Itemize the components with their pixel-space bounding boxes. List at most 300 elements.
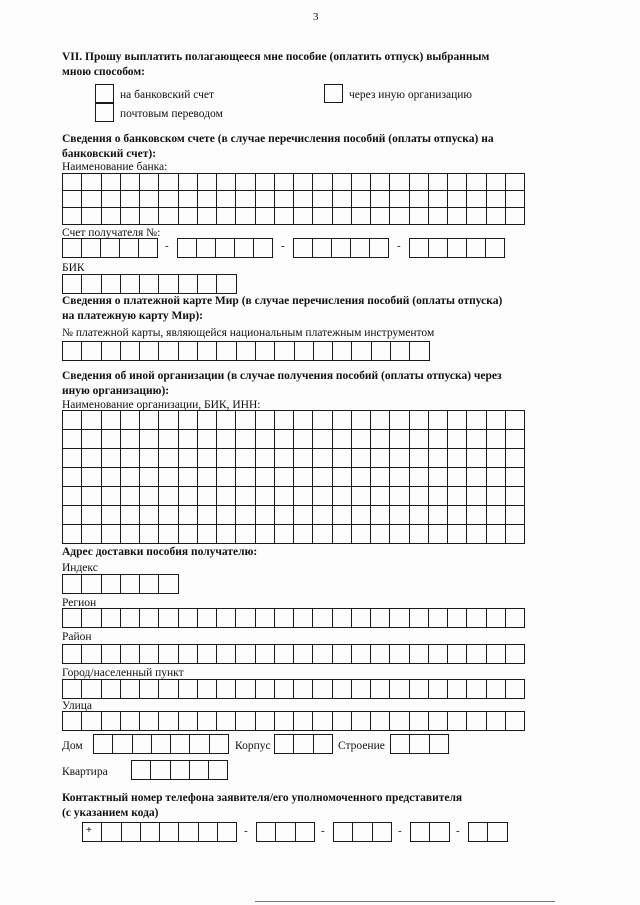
input-cell[interactable] <box>198 525 217 544</box>
input-cell[interactable] <box>82 575 101 594</box>
house-grid[interactable] <box>93 734 229 754</box>
input-cell[interactable] <box>63 275 82 294</box>
input-cell[interactable] <box>159 342 178 361</box>
input-cell[interactable] <box>218 823 237 842</box>
input-cell[interactable] <box>487 506 506 525</box>
input-cell[interactable] <box>236 468 255 487</box>
input-cell[interactable] <box>102 487 121 506</box>
input-cell[interactable] <box>198 430 217 449</box>
input-cell[interactable] <box>63 342 82 361</box>
input-cell[interactable] <box>275 449 294 468</box>
input-cell[interactable] <box>140 645 159 664</box>
input-cell[interactable] <box>82 609 101 628</box>
input-cell[interactable] <box>275 487 294 506</box>
input-cell[interactable] <box>371 645 390 664</box>
input-cell[interactable] <box>333 609 352 628</box>
input-cell[interactable] <box>132 761 151 780</box>
input-cell[interactable] <box>506 468 525 487</box>
input-cell[interactable] <box>371 174 390 191</box>
input-cell[interactable] <box>371 525 390 544</box>
input-cell[interactable] <box>82 239 101 258</box>
input-cell[interactable] <box>140 506 159 525</box>
input-cell[interactable] <box>217 208 236 225</box>
input-cell[interactable] <box>121 208 140 225</box>
input-cell[interactable] <box>140 174 159 191</box>
input-cell[interactable] <box>197 239 216 258</box>
input-cell[interactable] <box>390 191 409 208</box>
input-cell[interactable] <box>448 487 467 506</box>
input-cell[interactable] <box>429 239 448 258</box>
input-cell[interactable] <box>179 342 198 361</box>
input-cell[interactable] <box>448 239 467 258</box>
input-cell[interactable] <box>179 430 198 449</box>
input-cell[interactable] <box>199 823 218 842</box>
input-cell[interactable] <box>410 506 429 525</box>
input-cell[interactable] <box>506 680 525 699</box>
input-cell[interactable] <box>140 449 159 468</box>
input-cell[interactable] <box>159 525 178 544</box>
input-cell[interactable] <box>352 609 371 628</box>
card-number-grid[interactable] <box>62 341 430 361</box>
org-name-grid[interactable] <box>62 410 525 544</box>
input-cell[interactable] <box>102 449 121 468</box>
input-cell[interactable] <box>275 645 294 664</box>
input-cell[interactable] <box>390 468 409 487</box>
input-cell[interactable] <box>506 525 525 544</box>
input-cell[interactable] <box>333 487 352 506</box>
input-cell[interactable] <box>217 712 236 731</box>
input-cell[interactable] <box>371 411 390 430</box>
input-cell[interactable] <box>179 506 198 525</box>
input-cell[interactable] <box>351 239 370 258</box>
input-cell[interactable] <box>294 449 313 468</box>
input-cell[interactable] <box>333 411 352 430</box>
input-cell[interactable] <box>371 430 390 449</box>
input-cell[interactable] <box>152 735 171 754</box>
input-cell[interactable] <box>391 735 410 754</box>
input-cell[interactable] <box>102 506 121 525</box>
input-cell[interactable] <box>102 342 121 361</box>
input-cell[interactable] <box>236 411 255 430</box>
input-cell[interactable] <box>429 430 448 449</box>
input-cell[interactable] <box>275 735 294 754</box>
phone-group-4[interactable] <box>410 822 450 842</box>
input-cell[interactable] <box>256 174 275 191</box>
input-cell[interactable] <box>506 449 525 468</box>
input-cell[interactable] <box>121 712 140 731</box>
input-cell[interactable] <box>256 430 275 449</box>
input-cell[interactable] <box>276 823 295 842</box>
input-cell[interactable] <box>390 712 409 731</box>
input-cell[interactable] <box>390 525 409 544</box>
input-cell[interactable] <box>487 680 506 699</box>
input-cell[interactable] <box>236 208 255 225</box>
input-cell[interactable] <box>236 609 255 628</box>
input-cell[interactable] <box>121 449 140 468</box>
input-cell[interactable] <box>63 430 82 449</box>
input-cell[interactable] <box>371 191 390 208</box>
input-cell[interactable] <box>198 174 217 191</box>
input-cell[interactable] <box>391 342 410 361</box>
input-cell[interactable] <box>82 506 101 525</box>
input-cell[interactable] <box>390 411 409 430</box>
input-cell[interactable] <box>313 208 332 225</box>
input-cell[interactable] <box>63 449 82 468</box>
input-cell[interactable] <box>313 645 332 664</box>
input-cell[interactable] <box>198 712 217 731</box>
input-cell[interactable] <box>140 191 159 208</box>
input-cell[interactable] <box>140 575 159 594</box>
input-cell[interactable] <box>121 609 140 628</box>
input-cell[interactable] <box>487 487 506 506</box>
input-cell[interactable] <box>140 487 159 506</box>
input-cell[interactable] <box>217 411 236 430</box>
input-cell[interactable] <box>390 680 409 699</box>
input-cell[interactable] <box>429 468 448 487</box>
input-cell[interactable] <box>275 174 294 191</box>
input-cell[interactable] <box>217 487 236 506</box>
input-cell[interactable] <box>113 735 132 754</box>
input-cell[interactable] <box>448 506 467 525</box>
input-cell[interactable] <box>198 342 217 361</box>
input-cell[interactable] <box>82 645 101 664</box>
input-cell[interactable] <box>82 191 101 208</box>
input-cell[interactable] <box>63 506 82 525</box>
input-cell[interactable] <box>179 411 198 430</box>
input-cell[interactable] <box>217 680 236 699</box>
input-cell[interactable] <box>467 449 486 468</box>
input-cell[interactable] <box>179 645 198 664</box>
input-cell[interactable] <box>352 411 371 430</box>
input-cell[interactable] <box>467 174 486 191</box>
input-cell[interactable] <box>179 208 198 225</box>
input-cell[interactable] <box>294 468 313 487</box>
account-number-group-1[interactable] <box>62 238 158 258</box>
input-cell[interactable] <box>506 411 525 430</box>
input-cell[interactable] <box>410 468 429 487</box>
input-cell[interactable] <box>486 239 505 258</box>
input-cell[interactable] <box>275 430 294 449</box>
input-cell[interactable] <box>390 645 409 664</box>
input-cell[interactable] <box>256 411 275 430</box>
input-cell[interactable] <box>275 609 294 628</box>
input-cell[interactable] <box>198 208 217 225</box>
input-cell[interactable] <box>429 645 448 664</box>
input-cell[interactable] <box>275 411 294 430</box>
input-cell[interactable] <box>506 487 525 506</box>
input-cell[interactable] <box>121 525 140 544</box>
input-cell[interactable] <box>334 823 353 842</box>
input-cell[interactable] <box>217 506 236 525</box>
input-cell[interactable] <box>448 191 467 208</box>
input-cell[interactable] <box>179 525 198 544</box>
input-cell[interactable] <box>506 609 525 628</box>
input-cell[interactable] <box>390 430 409 449</box>
input-cell[interactable] <box>102 680 121 699</box>
input-cell[interactable] <box>294 191 313 208</box>
input-cell[interactable] <box>313 712 332 731</box>
input-cell[interactable] <box>275 208 294 225</box>
input-cell[interactable] <box>121 575 140 594</box>
input-cell[interactable] <box>352 342 371 361</box>
input-cell[interactable] <box>314 342 333 361</box>
input-cell[interactable] <box>333 449 352 468</box>
index-grid[interactable] <box>62 574 179 594</box>
input-cell[interactable] <box>236 174 255 191</box>
input-cell[interactable] <box>171 761 190 780</box>
input-cell[interactable] <box>352 712 371 731</box>
input-cell[interactable] <box>333 174 352 191</box>
apartment-grid[interactable] <box>131 760 228 780</box>
input-cell[interactable] <box>198 506 217 525</box>
input-cell[interactable] <box>448 680 467 699</box>
input-cell[interactable] <box>101 239 120 258</box>
input-cell[interactable] <box>333 191 352 208</box>
input-cell[interactable] <box>332 239 351 258</box>
input-cell[interactable] <box>63 411 82 430</box>
account-number-group-4[interactable] <box>409 238 505 258</box>
input-cell[interactable] <box>82 342 101 361</box>
input-cell[interactable] <box>448 645 467 664</box>
region-grid[interactable] <box>62 608 525 628</box>
input-cell[interactable] <box>313 191 332 208</box>
input-cell[interactable] <box>140 680 159 699</box>
input-cell[interactable] <box>448 411 467 430</box>
input-cell[interactable] <box>179 712 198 731</box>
input-cell[interactable] <box>102 712 121 731</box>
input-cell[interactable] <box>333 645 352 664</box>
input-cell[interactable] <box>429 506 448 525</box>
input-cell[interactable] <box>429 680 448 699</box>
input-cell[interactable] <box>467 487 486 506</box>
input-cell[interactable] <box>217 645 236 664</box>
input-cell[interactable] <box>102 823 121 842</box>
input-cell[interactable] <box>198 645 217 664</box>
input-cell[interactable] <box>448 449 467 468</box>
input-cell[interactable] <box>121 191 140 208</box>
input-cell[interactable] <box>275 342 294 361</box>
input-cell[interactable] <box>102 275 121 294</box>
input-cell[interactable] <box>372 342 391 361</box>
input-cell[interactable] <box>313 609 332 628</box>
input-cell[interactable] <box>236 430 255 449</box>
input-cell[interactable] <box>410 609 429 628</box>
input-cell[interactable] <box>102 191 121 208</box>
input-cell[interactable] <box>410 735 429 754</box>
input-cell[interactable] <box>82 487 101 506</box>
input-cell[interactable] <box>159 275 178 294</box>
input-cell[interactable] <box>254 239 273 258</box>
input-cell[interactable] <box>448 430 467 449</box>
input-cell[interactable] <box>171 735 190 754</box>
phone-code-grid[interactable] <box>82 822 237 842</box>
input-cell[interactable] <box>159 468 178 487</box>
input-cell[interactable] <box>371 449 390 468</box>
input-cell[interactable] <box>467 506 486 525</box>
input-cell[interactable] <box>487 430 506 449</box>
input-cell[interactable] <box>256 342 275 361</box>
input-cell[interactable] <box>63 525 82 544</box>
input-cell[interactable] <box>352 506 371 525</box>
input-cell[interactable] <box>313 449 332 468</box>
input-cell[interactable] <box>63 487 82 506</box>
input-cell[interactable] <box>121 506 140 525</box>
input-cell[interactable] <box>256 208 275 225</box>
input-cell[interactable] <box>487 468 506 487</box>
input-cell[interactable] <box>120 239 139 258</box>
input-cell[interactable] <box>506 506 525 525</box>
input-cell[interactable] <box>140 712 159 731</box>
input-cell[interactable] <box>198 609 217 628</box>
input-cell[interactable] <box>294 239 313 258</box>
input-cell[interactable] <box>294 609 313 628</box>
input-cell[interactable] <box>190 735 209 754</box>
account-number-group-3[interactable] <box>293 238 389 258</box>
input-cell[interactable] <box>352 525 371 544</box>
input-cell[interactable] <box>410 174 429 191</box>
input-cell[interactable] <box>294 525 313 544</box>
input-cell[interactable] <box>63 609 82 628</box>
input-cell[interactable] <box>373 823 392 842</box>
input-cell[interactable] <box>313 525 332 544</box>
input-cell[interactable] <box>159 191 178 208</box>
input-cell[interactable] <box>217 449 236 468</box>
input-cell[interactable] <box>217 174 236 191</box>
bank-name-grid[interactable] <box>62 173 525 225</box>
input-cell[interactable] <box>275 680 294 699</box>
input-cell[interactable] <box>82 174 101 191</box>
input-cell[interactable] <box>295 342 314 361</box>
input-cell[interactable] <box>275 712 294 731</box>
input-cell[interactable] <box>63 174 82 191</box>
input-cell[interactable] <box>429 525 448 544</box>
building-grid[interactable] <box>390 734 449 754</box>
input-cell[interactable] <box>371 506 390 525</box>
input-cell[interactable] <box>410 525 429 544</box>
input-cell[interactable] <box>313 430 332 449</box>
input-cell[interactable] <box>333 208 352 225</box>
input-cell[interactable] <box>294 208 313 225</box>
bik-grid[interactable] <box>62 274 237 294</box>
input-cell[interactable] <box>82 411 101 430</box>
input-cell[interactable] <box>487 525 506 544</box>
input-cell[interactable] <box>371 712 390 731</box>
input-cell[interactable] <box>179 823 198 842</box>
input-cell[interactable] <box>371 609 390 628</box>
input-cell[interactable] <box>410 449 429 468</box>
input-cell[interactable] <box>179 609 198 628</box>
input-cell[interactable] <box>294 411 313 430</box>
input-cell[interactable] <box>140 430 159 449</box>
district-grid[interactable] <box>62 644 525 664</box>
input-cell[interactable] <box>198 468 217 487</box>
input-cell[interactable] <box>198 449 217 468</box>
input-cell[interactable] <box>333 468 352 487</box>
input-cell[interactable] <box>352 468 371 487</box>
input-cell[interactable] <box>487 712 506 731</box>
input-cell[interactable] <box>159 208 178 225</box>
input-cell[interactable] <box>63 712 82 731</box>
input-cell[interactable] <box>429 174 448 191</box>
input-cell[interactable] <box>467 468 486 487</box>
input-cell[interactable] <box>256 680 275 699</box>
input-cell[interactable] <box>94 735 113 754</box>
input-cell[interactable] <box>256 645 275 664</box>
input-cell[interactable] <box>102 174 121 191</box>
input-cell[interactable] <box>102 525 121 544</box>
input-cell[interactable] <box>216 239 235 258</box>
input-cell[interactable] <box>121 487 140 506</box>
input-cell[interactable] <box>140 525 159 544</box>
input-cell[interactable] <box>352 430 371 449</box>
phone-group-3[interactable] <box>333 822 392 842</box>
input-cell[interactable] <box>160 823 179 842</box>
input-cell[interactable] <box>102 468 121 487</box>
input-cell[interactable] <box>159 449 178 468</box>
input-cell[interactable] <box>294 735 313 754</box>
input-cell[interactable] <box>159 411 178 430</box>
input-cell[interactable] <box>410 411 429 430</box>
input-cell[interactable] <box>237 342 256 361</box>
input-cell[interactable] <box>352 680 371 699</box>
input-cell[interactable] <box>467 609 486 628</box>
input-cell[interactable] <box>256 468 275 487</box>
input-cell[interactable] <box>313 468 332 487</box>
input-cell[interactable] <box>352 174 371 191</box>
input-cell[interactable] <box>179 191 198 208</box>
input-cell[interactable] <box>256 449 275 468</box>
input-cell[interactable] <box>294 174 313 191</box>
input-cell[interactable] <box>487 191 506 208</box>
input-cell[interactable] <box>190 761 209 780</box>
input-cell[interactable] <box>198 191 217 208</box>
input-cell[interactable] <box>506 191 525 208</box>
input-cell[interactable] <box>217 468 236 487</box>
input-cell[interactable] <box>151 761 170 780</box>
input-cell[interactable] <box>217 430 236 449</box>
city-grid[interactable] <box>62 679 525 699</box>
input-cell[interactable] <box>121 275 140 294</box>
input-cell[interactable] <box>333 430 352 449</box>
input-cell[interactable] <box>82 468 101 487</box>
input-cell[interactable] <box>294 712 313 731</box>
input-cell[interactable] <box>410 342 429 361</box>
input-cell[interactable] <box>139 239 158 258</box>
input-cell[interactable] <box>333 342 352 361</box>
input-cell[interactable] <box>256 487 275 506</box>
korpus-grid[interactable] <box>274 734 333 754</box>
input-cell[interactable] <box>487 174 506 191</box>
input-cell[interactable] <box>198 275 217 294</box>
input-cell[interactable] <box>236 680 255 699</box>
bank-account-checkbox[interactable] <box>95 84 114 103</box>
input-cell[interactable] <box>63 191 82 208</box>
input-cell[interactable] <box>467 208 486 225</box>
input-cell[interactable] <box>275 506 294 525</box>
input-cell[interactable] <box>506 208 525 225</box>
input-cell[interactable] <box>429 411 448 430</box>
phone-group-5[interactable] <box>468 822 508 842</box>
input-cell[interactable] <box>179 174 198 191</box>
input-cell[interactable] <box>410 645 429 664</box>
input-cell[interactable] <box>82 712 101 731</box>
input-cell[interactable] <box>63 468 82 487</box>
input-cell[interactable] <box>121 342 140 361</box>
input-cell[interactable] <box>371 680 390 699</box>
input-cell[interactable] <box>488 823 507 842</box>
input-cell[interactable] <box>82 275 101 294</box>
input-cell[interactable] <box>430 735 449 754</box>
